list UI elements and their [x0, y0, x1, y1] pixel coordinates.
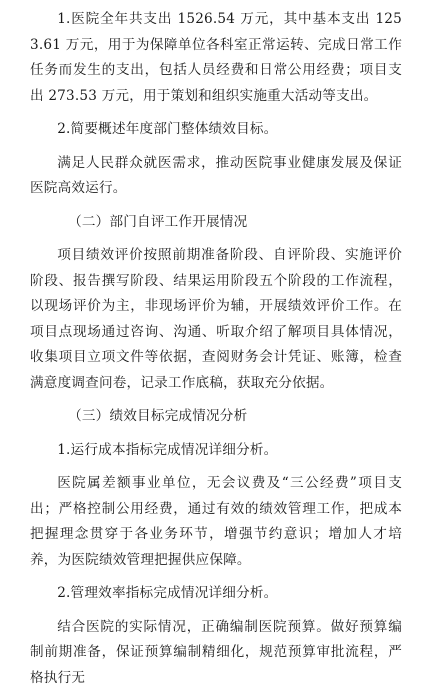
section-heading-self-evaluation: （二）部门自评工作开展情况 [30, 210, 402, 236]
paragraph-expenditure-summary: 1.医院全年共支出 1526.54 万元，其中基本支出 1253.61 万元，用于为保障单位各科室正常运转、完成日常工作任务而发生的支出，包括人员经费和日常公用经费；项目支出 273.53 万元，用于策划和组织实施重大活动等支出。 [30, 7, 402, 109]
paragraph-cost-indicator-heading: 1.运行成本指标完成情况详细分析。 [30, 438, 402, 464]
paragraph-goal-content: 满足人民群众就医需求，推动医院事业健康发展及保证医院高效运行。 [30, 151, 402, 202]
paragraph-efficiency-content: 结合医院的实际情况，正确编制医院预算。做好预算编制前期准备，保证预算编制精细化，规范预算审批流程，严格执行无 [30, 615, 402, 691]
paragraph-cost-indicator-content: 医院属差额事业单位，无会议费及“三公经费”项目支出；严格控制公用经费，通过有效的绩效管理工作，把成本把握理念贯穿于各业务环节，增强节约意识；增加人才培养，为医院绩效管理把握供应保障。 [30, 471, 402, 573]
paragraph-efficiency-heading: 2.管理效率指标完成情况详细分析。 [30, 581, 402, 607]
section-heading-performance-analysis: （三）绩效目标完成情况分析 [30, 404, 402, 430]
paragraph-goal-heading: 2.简要概述年度部门整体绩效目标。 [30, 117, 402, 143]
paragraph-evaluation-process: 项目绩效评价按照前期准备阶段、自评阶段、实施评价阶段、报告撰写阶段、结果运用阶段五个阶段的工作流程，以现场评价为主，非现场评价为辅，开展绩效评价工作。在项目点现场通过咨询、沟通、听取介绍了解项目具体情况，收集项目立项文件等依据，查阅财务会计凭证、账簿，检查满意度调查问卷，记录工作底稿，获取充分依据。 [30, 243, 402, 396]
